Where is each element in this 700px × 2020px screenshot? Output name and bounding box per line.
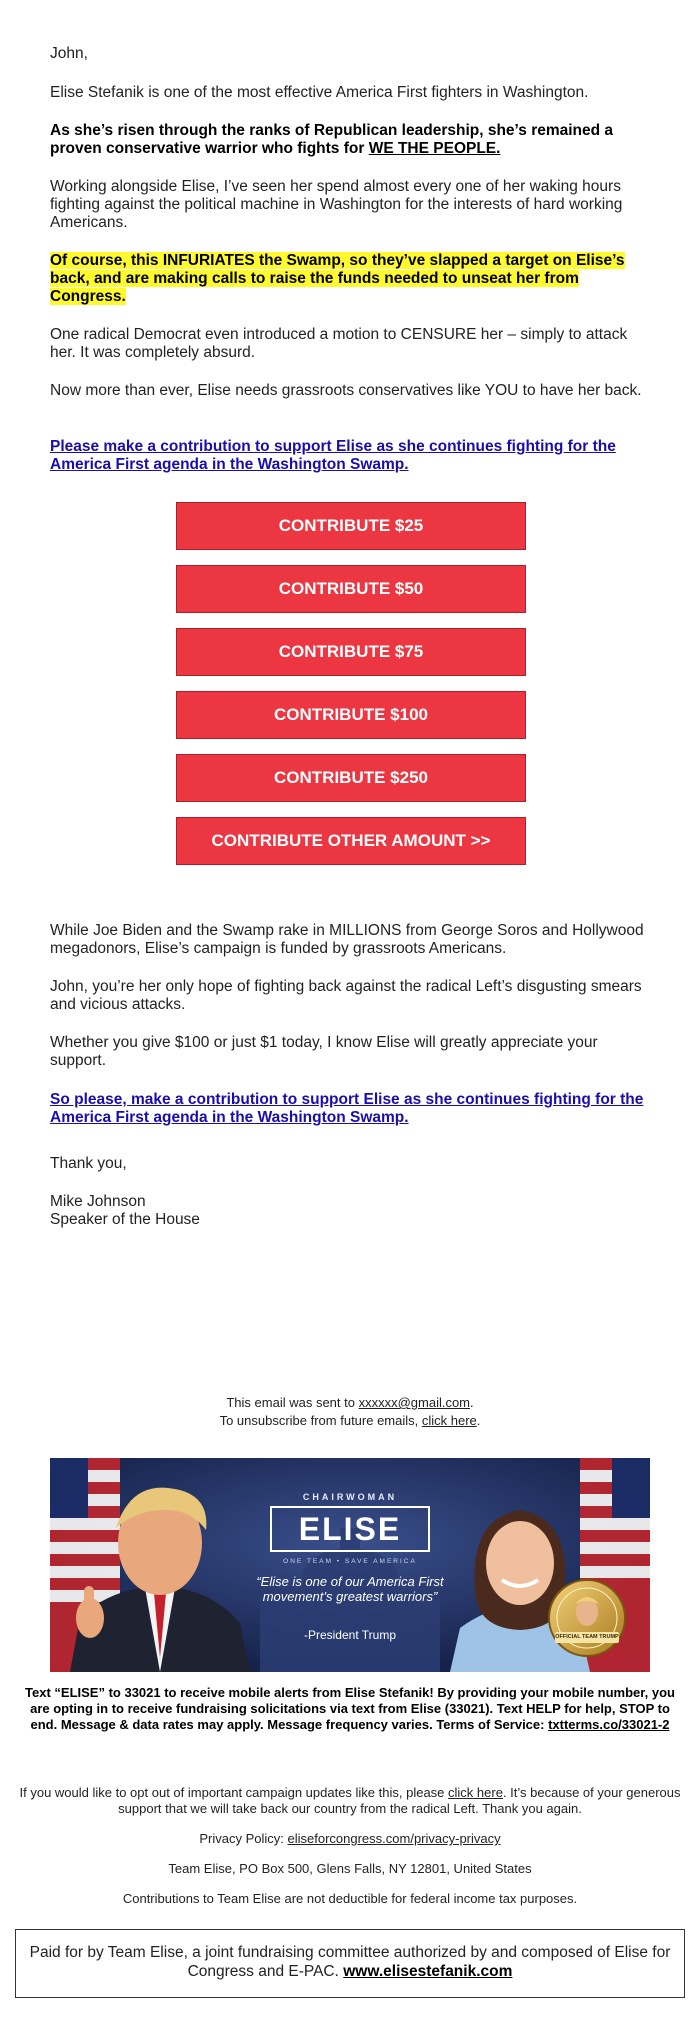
closing: Thank you, — [50, 1155, 127, 1172]
elise-logo: ELISE — [270, 1506, 430, 1552]
greeting: John, — [50, 45, 88, 62]
paragraph-censure: One radical Democrat even introduced a motion to CENSURE her – simply to attack her. It was completely absurd. — [50, 326, 628, 361]
paid-for-text: Paid for by Team Elise, a joint fundraising committee authorized by and composed of Elise for Congress and E-PAC. — [29, 1944, 671, 1980]
banner-chairwoman: CHAIRWOMAN — [302, 1492, 398, 1502]
sent-suffix: . — [470, 1395, 474, 1410]
paid-for-disclaimer — [15, 1929, 685, 1998]
contribute-25-button[interactable]: CONTRIBUTE $25 — [176, 502, 526, 550]
paragraph-give: Whether you give $100 or just $1 today, I know Elise will greatly appreciate your support. — [50, 1034, 598, 1069]
unsub-prefix: To unsubscribe from future emails, — [219, 1413, 422, 1428]
signer-title: Speaker of the House — [50, 1211, 200, 1228]
tax-deductible-notice: Contributions to Team Elise are not deductible for federal income tax purposes. — [122, 1891, 578, 1906]
paragraph-bold-text: As she’s risen through the ranks of Republican leadership, she’s remained a proven conservative warrior who fights for — [50, 122, 614, 157]
contribution-link-1[interactable]: Please make a contribution to support Elise as she continues fighting for the America First agenda in the Washington Swamp. — [50, 438, 616, 473]
contribute-other-button[interactable]: CONTRIBUTE OTHER AMOUNT >> — [176, 817, 526, 865]
paragraph-working: Working alongside Elise, I’ve seen her spend almost every one of her waking hours fighting against the political machine in Washington for the interests of hard working Americans. — [50, 178, 623, 231]
we-the-people-underline: WE THE PEOPLE. — [368, 140, 501, 157]
paragraph-grassroots: Now more than ever, Elise needs grassroots conservatives like YOU to have her back. — [50, 382, 642, 399]
sms-disclaimer — [15, 1685, 685, 1733]
seal-text: OFFICIAL TEAM TRUMP — [555, 1634, 619, 1640]
website-link[interactable]: www.elisestefanik.com — [343, 1963, 513, 1980]
optout-suffix: . It’s because of your generous support that we will take back our country from the radical Left. Thank you again. — [118, 1785, 681, 1816]
contribute-250-button[interactable]: CONTRIBUTE $250 — [176, 754, 526, 802]
mailing-address: Team Elise, PO Box 500, Glens Falls, NY 12801, United States — [168, 1861, 532, 1876]
contribute-100-button[interactable]: CONTRIBUTE $100 — [176, 691, 526, 739]
banner-quote: “Elise is one of our America First movement’s greatest warriors” — [256, 1574, 444, 1604]
recipient-email-link[interactable]: xxxxxx@gmail.com — [358, 1395, 471, 1410]
sms-terms-link[interactable]: txtterms.co/33021-2 — [548, 1717, 670, 1732]
highlighted-paragraph — [50, 252, 650, 306]
optout-prefix: If you would like to opt out of important campaign updates like this, please — [19, 1785, 449, 1800]
paragraph-intro: Elise Stefanik is one of the most effective America First fighters in Washington. — [50, 84, 589, 101]
privacy-prefix: Privacy Policy: — [199, 1831, 288, 1846]
sms-text: Text “ELISE” to 33021 to receive mobile alerts from Elise Stefanik! By providing your mobile number, you are opting in to receive fundraising solicitations via text from Elise (33021). Text HELP for help, STOP to end. Message & data rates may apply. Message frequency varies. Terms of Service: — [25, 1685, 675, 1732]
optout-link[interactable]: click here — [448, 1785, 503, 1800]
banner-attribution: -President Trump — [303, 1628, 397, 1642]
paragraph-megadonors: While Joe Biden and the Swamp rake in MILLIONS from George Soros and Hollywood megadonors, Elise’s campaign is funded by grassroots Americans. — [50, 922, 644, 957]
contribution-link-2[interactable]: So please, make a contribution to support Elise as she continues fighting for the America First agenda in the Washington Swamp. — [50, 1091, 644, 1126]
paragraph-hope: John, you’re her only hope of fighting back against the radical Left’s disgusting smears and vicious attacks. — [50, 978, 642, 1013]
contribution-link-paragraph-1 — [50, 438, 650, 474]
official-seal — [549, 1580, 625, 1656]
campaign-banner[interactable] — [50, 1458, 650, 1672]
signer-name: Mike Johnson — [50, 1193, 146, 1210]
sent-to-line — [0, 1395, 700, 1410]
unsubscribe-link[interactable]: click here — [421, 1413, 477, 1428]
contribution-link-paragraph-2 — [50, 1091, 650, 1127]
unsub-suffix: . — [476, 1413, 481, 1428]
banner-tagline: ONE TEAM • SAVE AMERICA — [283, 1558, 417, 1565]
optout-text — [15, 1785, 685, 1817]
paragraph-bold — [50, 122, 650, 158]
sent-prefix: This email was sent to — [226, 1395, 359, 1410]
contribute-50-button[interactable]: CONTRIBUTE $50 — [176, 565, 526, 613]
unsubscribe-line — [0, 1413, 700, 1428]
privacy-policy-link[interactable]: eliseforcongress.com/privacy-privacy — [287, 1831, 501, 1846]
highlight-text: Of course, this INFURIATES the Swamp, so they’ve slapped a target on Elise’s back, and are making calls to raise the funds needed to unseat her from Congress. — [50, 252, 625, 305]
privacy-policy-line — [0, 1831, 700, 1846]
contribute-75-button[interactable]: CONTRIBUTE $75 — [176, 628, 526, 676]
